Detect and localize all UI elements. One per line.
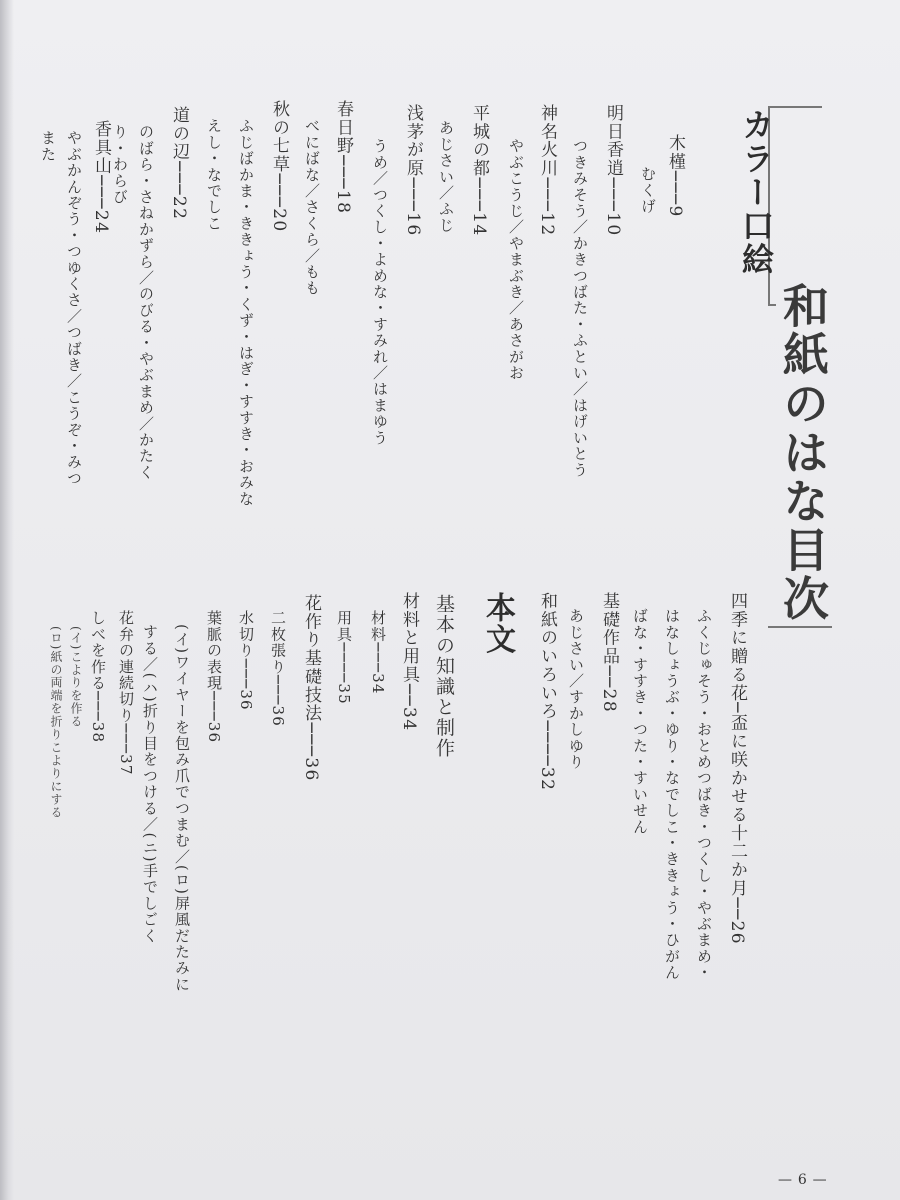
- toc-entry: 水切り───36: [237, 610, 255, 711]
- toc-entry: 四季に贈る花─盃に咲かせる十二か月──26: [727, 592, 747, 945]
- toc-subentry: べにばな／さくら／もも: [303, 118, 321, 297]
- toc-entry: 材料───34: [369, 610, 387, 695]
- toc-subentry: やぶかんぞう・つゆくさ／つばき／こうぞ・みつ: [65, 130, 83, 487]
- toc-entry: 花弁の連続切り───37: [117, 610, 135, 776]
- toc-subentry: (イ)ワイヤーを包み爪でつまむ／(ロ)屏風だたみに: [173, 624, 191, 993]
- toc-entry: 葉脈の表現───36: [205, 610, 223, 744]
- toc-subentry: ふじばかま・ききょう・くず・はぎ・すすき・おみな: [237, 118, 255, 507]
- toc-subentry: はなしょうぶ・ゆり・なでしこ・ききょう・ひがん: [663, 608, 681, 981]
- toc-subentry: する／(ハ)折り目をつける／(ニ)手でしごく: [141, 624, 159, 944]
- page-title: 和紙のはな目次: [776, 282, 830, 624]
- toc-entry: 木槿───9: [665, 134, 685, 218]
- toc-subentry: ふくじゅそう・おとめつばき・つくし・やぶまめ・: [695, 608, 713, 981]
- toc-subentry: り・わらび: [111, 124, 129, 205]
- toc-entry: 二枚張り───36: [269, 610, 287, 728]
- toc-subentry: ばな・すすき・つた・すいせん: [631, 608, 649, 835]
- toc-entry: 浅茅が原───16: [403, 104, 423, 237]
- toc-subentry: あじさい／すかしゆり: [567, 608, 585, 770]
- toc-entry: 明日香逍───10: [603, 104, 623, 237]
- page-number: — 6 —: [778, 1172, 828, 1188]
- toc-subentry: (イ)こよりを作る: [69, 626, 83, 729]
- toc-entry: 材料と用具──34: [399, 592, 419, 732]
- toc-entry: 基礎作品──28: [599, 592, 619, 714]
- toc-subentry: えし・なでしこ: [205, 118, 223, 232]
- toc-entry: 道の辺───22: [169, 106, 189, 221]
- toc-subentry: むくげ: [639, 166, 657, 215]
- toc-subentry: うめ／つくし・よめな・すみれ／はまゆう: [371, 138, 389, 446]
- section-heading-color: カラー口絵: [737, 108, 775, 276]
- toc-entry: 花作り基礎技法───36: [301, 594, 321, 782]
- toc-entry: 平城の都───14: [469, 104, 489, 237]
- toc-entry: 用具────35: [335, 610, 353, 705]
- toc-subentry: やぶこうじ／やまぶき／あさがお: [507, 138, 525, 381]
- toc-entry: 神名火川───12: [537, 104, 557, 237]
- toc-entry: 和紙のいろいろ────32: [537, 592, 557, 792]
- heading-frame-bottom: [768, 626, 832, 628]
- toc-entry: しべを作る───38: [89, 610, 107, 744]
- section-heading-basics: 基本の知識と制作: [433, 594, 455, 759]
- toc-subentry: あじさい／ふじ: [437, 120, 455, 234]
- toc-subentry: つきみそう／かきつばた・ふとい／はげいとう: [571, 138, 589, 479]
- toc-subentry: また: [39, 130, 57, 163]
- toc-entry: 香具山───24: [91, 120, 111, 235]
- page-edge-shadow: [0, 0, 14, 1200]
- toc-subentry: のばら・さねかずら／のびる・やぶまめ／かたく: [137, 124, 155, 481]
- toc-subentry: (ロ)紙の両端を折りこよりにする: [49, 626, 63, 819]
- toc-entry: 春日野───18: [333, 100, 353, 215]
- section-heading-main: 本文: [480, 592, 515, 655]
- heading-frame-right-line: [772, 106, 822, 108]
- toc-entry: 秋の七草───20: [269, 100, 289, 233]
